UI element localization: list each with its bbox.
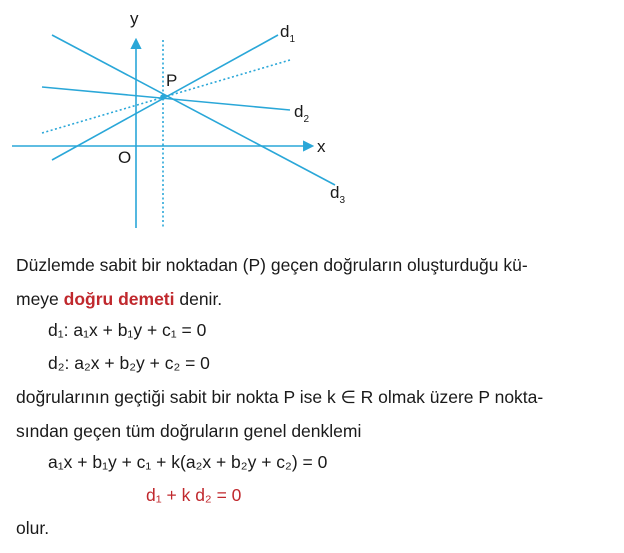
definition-prefix: meye <box>16 289 64 309</box>
d2-label: $d_2$ <box>294 102 310 125</box>
point-p-label: P <box>166 71 178 90</box>
x-axis-label: x <box>317 137 326 156</box>
point-p-dot <box>160 94 166 100</box>
line-d3 <box>52 35 335 185</box>
equation-d2: d₂: a₂x + b₂y + c₂ = 0 <box>48 353 210 373</box>
d3-label: $d_3$ <box>330 183 346 206</box>
line-d2 <box>42 87 290 110</box>
definition-line-1: Düzlemde sabit bir noktadan (P) geçen doğruların oluşturduğu kü- <box>16 255 528 275</box>
definition-suffix: denir. <box>174 289 223 309</box>
y-axis-label: y <box>130 9 139 28</box>
origin-label: O <box>118 148 132 167</box>
general-equation: a₁x + b₁y + c₁ + k(a₂x + b₂y + c₂) = 0 <box>48 452 328 472</box>
d1-label: $d_1$ <box>280 22 296 45</box>
definition-line-2 <box>16 289 222 309</box>
statement-line-1: doğrularının geçtiği sabit bir nokta P ise k ∈ R olmak üzere P nokta- <box>16 387 544 407</box>
short-equation: d₁ + k d₂ = 0 <box>146 485 242 505</box>
pencil-of-lines-figure <box>0 0 360 235</box>
closing-text: olur. <box>16 518 50 538</box>
term-dogru-demeti: doğru demeti <box>63 289 175 309</box>
equation-d1: d₁: a₁x + b₁y + c₁ = 0 <box>48 320 207 340</box>
statement-line-2: sından geçen tüm doğruların genel denklemi <box>16 421 362 441</box>
